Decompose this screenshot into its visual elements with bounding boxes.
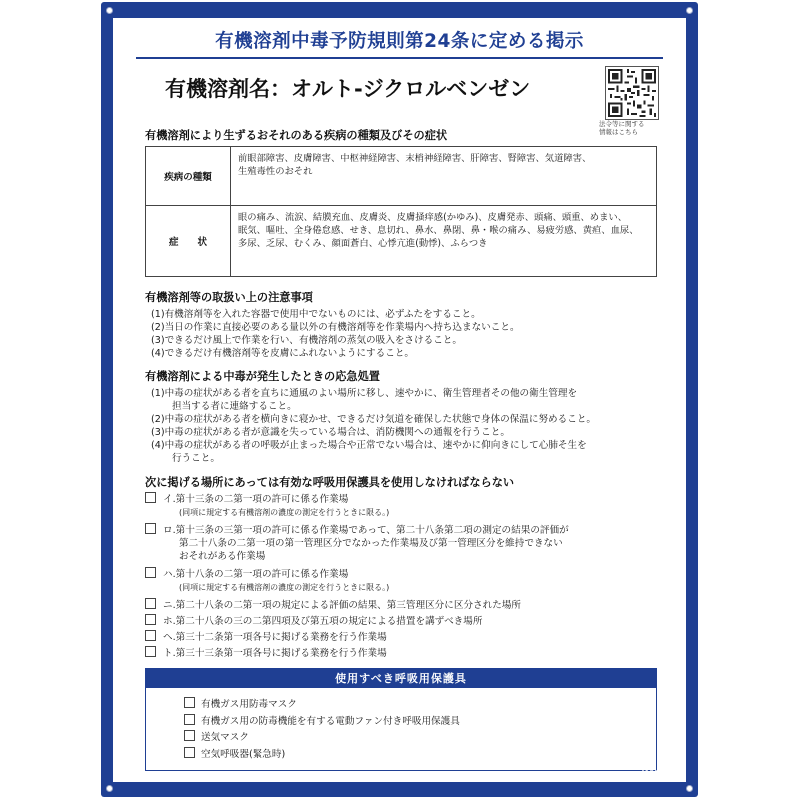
place-item-continuation: 第二十八条の二第一項の第一管理区分でなかった作業場及び第一管理区分を維持できない [179,538,563,549]
sign-board [101,2,698,797]
respirator-places-heading: 次に掲げる場所にあっては有効な呼吸用保護具を使用しなければならない [145,476,515,489]
place-item-text: ト.第三十三条第一項各号に掲げる業務を行う作業場 [163,648,387,659]
handling-section-heading: 有機溶剤等の取扱い上の注意事項 [145,291,313,304]
list-item: (2)中毒の症状がある者を横向きに寝かせ、できるだけ気道を確保した状態で身体の保温に努めること。 [151,414,597,425]
place-item-text: ハ.第十八条の二第一項の許可に係る作業場 [163,569,349,580]
place-item-continuation: おそれがある作業場 [179,551,266,562]
checkbox[interactable] [145,523,156,534]
place-item-text: イ.第十三条の二第一項の許可に係る作業場 [163,494,349,505]
list-item: (3)できるだけ風上で作業を行い、有機溶剤の蒸気の吸入をさけること。 [151,335,462,346]
table-row [146,147,656,206]
cell-line: 眼の痛み、流涙、結膜充血、皮膚炎、皮膚掻痒感(かゆみ)、皮膚発赤、頭痛、頭重、めまい、 [238,212,627,223]
list-item: (4)中毒の症状がある者の呼吸が止まった場合や正常でない場合は、速やかに仰向きにして心肺そ生を [151,440,587,451]
ppe-item [184,697,460,714]
checkbox[interactable] [145,630,156,641]
sign-panel [113,18,686,782]
ppe-item-text: 有機ガス用の防毒機能を有する電動ファン付き呼吸用保護具 [201,715,460,727]
list-item-continuation: 担当する者に連絡すること。 [172,401,297,412]
place-item-text: ロ.第十三条の三第一項の許可に係る作業場であって、第二十八条第二項の測定の結果の評価が [163,525,569,536]
ppe-list [184,697,460,763]
checkbox[interactable] [145,614,156,625]
qr-caption [599,120,669,136]
checkbox[interactable] [145,646,156,657]
checkbox[interactable] [145,492,156,503]
cell-line: 眠気、嘔吐、全身倦怠感、せき、息切れ、鼻水、鼻閉、鼻・喉の痛み、易疲労感、黄疸、血尿、 [238,225,639,236]
ppe-item-text: 送気マスク [201,732,249,743]
checkbox[interactable] [184,697,195,708]
mounting-hole [686,785,693,792]
qr-caption-line: 法令等に関する [599,120,645,128]
ppe-heading: 使用すべき呼吸用保護具 [146,669,656,688]
list-item-continuation: 行うこと。 [172,453,220,464]
place-item-ni [145,598,521,612]
table-row [146,206,656,276]
mounting-hole [106,785,113,792]
cell-line: 生殖毒性のおそれ [238,166,313,177]
qr-code-icon [605,66,659,120]
ppe-item-text: 有機ガス用防毒マスク [201,699,297,710]
place-item-text: ヘ.第三十二条第一項各号に掲げる業務を行う作業場 [163,632,387,643]
cell-line: 多尿、乏尿、むくみ、顔面蒼白、心悸亢進(動悸)、ふらつき [238,238,488,249]
place-item-ho [145,614,482,628]
substance-name: 有機溶剤名：オルト-ジクロルベンゼン [165,77,531,101]
product-code: 412512 [640,769,669,778]
symptoms-cell [238,211,653,250]
place-item-ha [145,567,389,594]
emergency-list [151,387,596,465]
ppe-item [184,747,460,764]
checkbox[interactable] [145,567,156,578]
list-item: (1)中毒の症状がある者を直ちに通風のよい場所に移し、速やかに、衛生管理者その他の衛生管理を [151,388,578,399]
checkbox[interactable] [184,730,195,741]
ppe-box [145,668,657,771]
place-item-note: (同項に規定する有機溶剤の濃度の測定を行うときに限る。) [179,508,390,517]
list-item: (3)中毒の症状がある者が意識を失っている場合は、消防機関への通報を行うこと。 [151,427,510,438]
place-item-text: ニ.第二十八条の二第一項の規定による評価の結果、第三管理区分に区分された場所 [163,600,522,611]
mounting-hole [106,7,113,14]
ppe-item [184,714,460,731]
symptoms-header: 症 状 [146,206,231,276]
title-divider [136,57,663,59]
disease-type-header: 疾病の種類 [146,147,231,205]
mounting-hole [686,7,693,14]
checkbox[interactable] [184,747,195,758]
place-item-text: ホ.第二十八条の三の二第四項及び第五項の規定による措置を講ずべき場所 [163,616,483,627]
list-item: (4)できるだけ有機溶剤等を皮膚にふれないようにすること。 [151,348,415,359]
sign-title: 有機溶剤中毒予防規則第24条に定める掲示 [215,31,584,52]
place-item-he [145,630,387,644]
cell-line: 前眼部障害、皮膚障害、中枢神経障害、末梢神経障害、肝障害、腎障害、気道障害、 [238,153,592,164]
place-item-ro [145,523,569,563]
list-item: (2)当日の作業に直接必要のある量以外の有機溶剤等を作業場内へ持ち込まないこと。 [151,322,520,333]
disease-table [145,146,657,277]
ppe-item [184,730,460,747]
disease-section-heading: 有機溶剤により生ずるおそれのある疾病の種類及びその症状 [145,129,448,142]
checkbox[interactable] [184,714,195,725]
ppe-item-text: 空気呼吸器(緊急時) [201,748,286,760]
checkbox[interactable] [145,598,156,609]
qr-caption-line: 情報はこちら [599,128,638,136]
place-item-to [145,646,387,660]
handling-list [151,308,520,360]
place-item-note: (同項に規定する有機溶剤の濃度の測定を行うときに限る。) [179,583,390,592]
place-item-i [145,492,389,519]
list-item: (1)有機溶剤等を入れた容器で使用中でないものには、必ずふたをすること。 [151,309,481,320]
disease-type-cell [238,152,653,178]
emergency-section-heading: 有機溶剤による中毒が発生したときの応急処置 [145,370,380,383]
